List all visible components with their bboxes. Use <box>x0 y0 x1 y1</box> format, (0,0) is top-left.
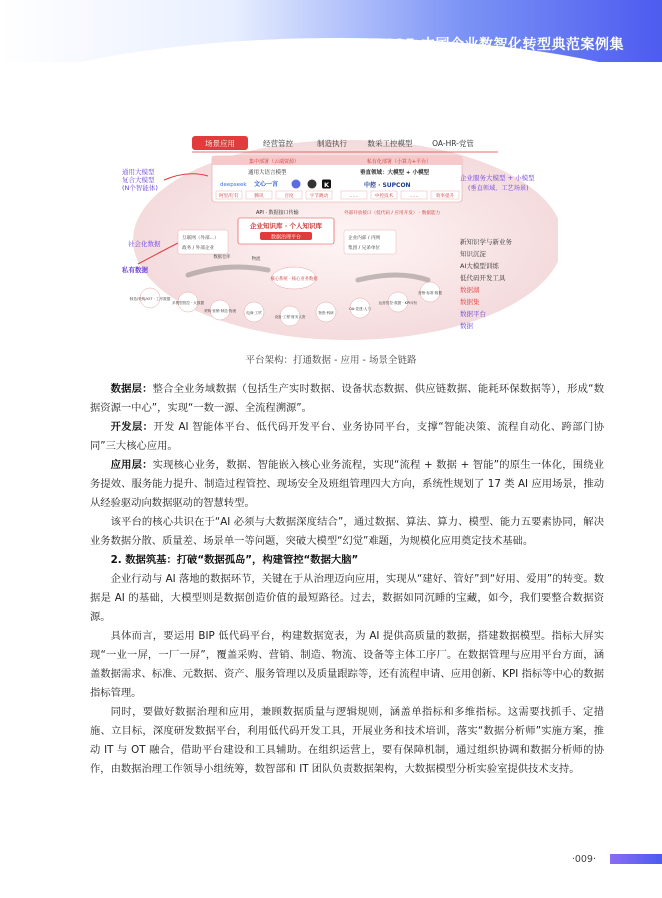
vendor-6: …… <box>409 194 419 199</box>
left-data-0: 互联网（外部…） <box>182 236 219 241</box>
node-2: 核心系统 · 核心业务数据 <box>270 277 318 282</box>
node-11: 营销·标准·数据 <box>418 291 442 295</box>
logo-circle-icon <box>292 180 301 189</box>
node-4: 多模型管控 · 大数据 <box>171 301 205 305</box>
paragraph-data-foundation: 企业行动与 AI 落地的数据环节，关键在于从治理迈向应用，实现从“建好、管好”到“好用、爱用”的转变。数据是 AI 的基础，大模型则是数据创造价值的最短路径。过去，数据如同沉睡的宝藏，如今，我们要整合数据资源。 <box>90 573 604 623</box>
paragraph-data-layer <box>90 380 604 418</box>
section-heading-text: 2. 数据筑基：打破“数据孤岛”，构建管控“数据大脑” <box>110 554 359 566</box>
text-data-layer: 整合全业务域数据（包括生产实时数据、设备状态数据、供应链数据、能耗环保数据等），形成“数据资源一中心”，实现“一数一源、全流程溯源”。 <box>90 383 605 414</box>
label-dev-layer: 开发层： <box>110 421 154 433</box>
vendor-3: 字节跳动 <box>309 194 329 199</box>
right-list-3: 低代码开发工具 <box>460 274 506 282</box>
vendor-7: 效率提升 <box>435 194 455 199</box>
vendor-5: 中控技术 <box>374 194 394 199</box>
model-right: 垂直领域：大模型 + 小模型 <box>360 170 429 176</box>
left-label-1: 复合大模型 <box>122 176 155 184</box>
kb-title: 企业知识库 · 个人知识库 <box>250 222 322 230</box>
model-left: 通用大语言模型 <box>248 170 287 176</box>
figure-caption: 平台架构：打通数据 - 应用 - 场景全链路 <box>245 355 417 366</box>
logo-wenxin: 文心一言 <box>254 181 279 188</box>
node-10: 运营管控·数据 · KPI评价 <box>378 301 418 305</box>
right-list-1: 知识沉淀 <box>460 250 486 258</box>
api-label: API · 数据接口传输 <box>256 210 299 216</box>
tab-2: 制造执行 <box>317 139 347 148</box>
text-dev-layer: 开发 AI 智能体平台、低代码开发平台、业务协同平台，支撑“智能决策、流程自动化、跨部门协同”三大核心应用。 <box>90 421 605 452</box>
node-8: 物资·科研 <box>318 311 334 315</box>
vendor-4: …… <box>349 194 359 199</box>
left-data-1: 政务 / 外部企业 <box>182 246 215 251</box>
label-app-layer: 应用层： <box>110 459 153 471</box>
right-list-6: 数据平台 <box>460 310 486 318</box>
tab-1: 经营管控 <box>263 139 293 148</box>
left-label-0: 通用大模型 <box>122 168 155 176</box>
kb-sub: 数据治理平台 <box>270 234 302 241</box>
right-label-0: 企业服务大模型 + 小模型 <box>460 174 535 182</box>
page-number: ·009· <box>571 854 596 865</box>
right-data-1: 集团 / 兄弟单位 <box>348 246 381 251</box>
left-label-3: 社会化数据 <box>128 240 161 248</box>
node-3: 制造/采购/IOT · 工序数据 <box>129 297 171 301</box>
paragraph-consensus: 该平台的核心共识在于“AI 必须与大数据深度结合”，通过数据、算法、算力、模型、能力五要素协同，解决业务数据分散、质量差、场景单一等问题，突破大模型“幻觉”难题，为规模化应用奠定技术基础。 <box>90 516 604 547</box>
right-list-0: 新知识学与新业务 <box>460 238 512 246</box>
kb-note: 外部开放接口（低代码 / 应用开发） · 数据能力 <box>344 211 441 216</box>
node-7: 设备·工程·财务人资 <box>274 315 306 319</box>
text-app-layer: 实现核心业务，数据、智能嵌入核心业务流程，实现“流程 + 数据 + 智能”的原生一体化，围绕业务提效、服务能力提升、制造过程管控、现场安全及班组管理四大方向，系统性规划了 17 类 AI 应用场景，推动从经验驱动向数据驱动的智慧转型。 <box>90 459 605 509</box>
vendor-0: 阿里/钉钉 <box>219 194 239 199</box>
paragraph-specifics: 具体而言，要运用 BIP 低代码平台，构建数据宽表，为 AI 提供高质量的数据，搭建数据模型。指标大屏实现“一业一屏，一厂一屏”，覆盖采购、营销、制造、物流、设备等主体工序厂。在数据管理与应用平台方面，涵盖数据需求、标准、元数据、资产、服务管理以及质量跟踪等，还有流程申请、应用创新、KPI 指标等中心的数据指标管理。 <box>90 630 604 699</box>
right-list-5: 数据集 <box>460 298 480 306</box>
paragraph-app-layer <box>90 456 604 513</box>
group-right-title: 私有化部署（小算力+平台） <box>366 159 432 165</box>
left-label-4: 私有数据 <box>122 266 148 274</box>
footer-accent-bar <box>610 854 662 864</box>
vendor-2: 百度 <box>284 194 294 199</box>
node-1: 物流 <box>251 257 261 262</box>
paragraph-governance: 同时，要做好数据治理和应用，兼顾数据质量与逻辑规则，涵盖单指标和多维指标。这需要找抓手、定措施、立目标，深度研发数据平台，利用低代码开发工具，开展业务和技术培训，落实“数据分析师”实施方案，推动 IT 与 OT 融合，借助平台建设和工具辅助。在组织运营上，要有保障机制，通过组织协调和数据分析师的协作，由数据治理工作领导小组统筹，数智部和 IT 团队负责数据架构，大数据模型分析实验室提供技术支持。 <box>90 706 604 775</box>
right-list-4: 数据湖 <box>460 286 480 294</box>
vendor-1: 腾讯 <box>254 194 264 199</box>
right-list-2: AI大模型训练 <box>460 262 499 270</box>
right-list-7: 数据 <box>460 322 473 330</box>
group-left-title: 集中部署（云端资源） <box>248 159 300 165</box>
logo-k: K <box>323 181 330 189</box>
page-header-title: 2025 中国企业数智化转型典范案例集 <box>374 37 624 53</box>
avatar-icon <box>308 180 317 189</box>
paragraph-dev-layer <box>90 418 604 456</box>
body-content <box>90 380 604 779</box>
node-9: OA·党建·人力 <box>349 307 371 311</box>
left-label-2: (N个智能体) <box>122 184 158 192</box>
right-label-1: (垂直领域，工艺场景) <box>468 185 529 192</box>
node-0: 数据仓库 <box>213 255 231 260</box>
label-data-layer: 数据层： <box>110 383 153 395</box>
right-data-0: 企业内部 / 内网 <box>348 236 381 241</box>
node-6: 电商·工贸 <box>246 311 262 315</box>
logo-supcon: 中控 · SUPCON <box>364 182 411 189</box>
section-heading <box>90 551 604 570</box>
platform-architecture-diagram <box>108 130 558 344</box>
logo-deepseek: deepseek <box>220 182 247 188</box>
model-deployment-area <box>212 156 462 202</box>
node-5: 采购·营销·制造·物流 <box>203 309 237 313</box>
tab-3: 数采工控模型 <box>367 139 413 148</box>
tab-0: 场景应用 <box>205 139 235 148</box>
tab-4: OA-HR-党管 <box>432 139 474 148</box>
